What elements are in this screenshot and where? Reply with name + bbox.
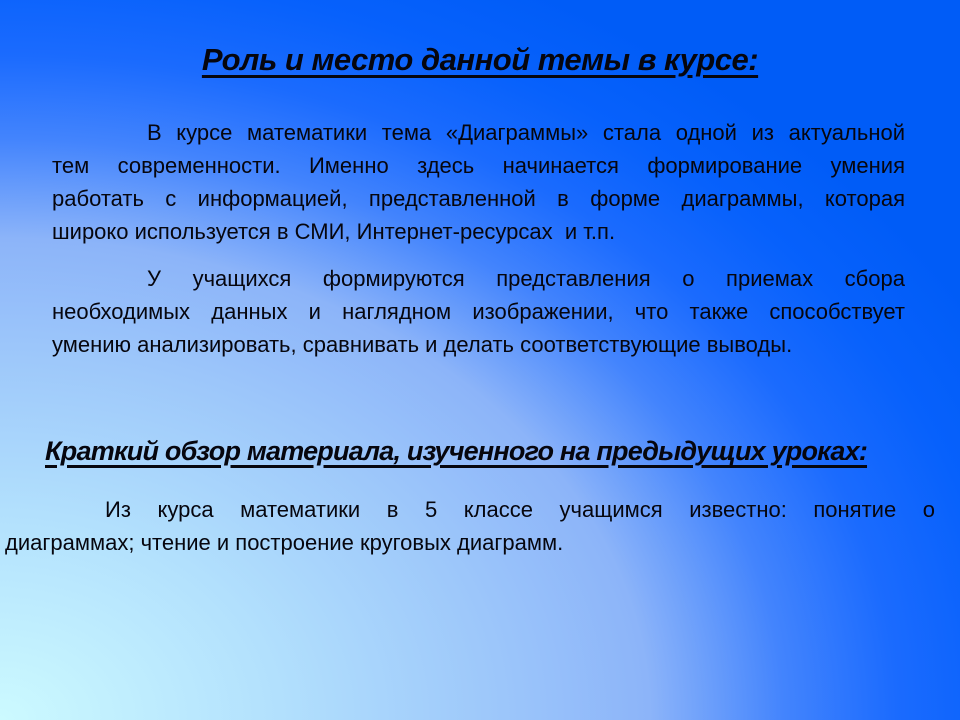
text-line: У учащихся формируются представления о приемах сбора	[147, 266, 905, 291]
text-line: В курсе математики тема «Диаграммы» стала одной из актуальной	[147, 120, 905, 145]
text-line: Из курса математики в 5 классе учащимся известно: понятие о	[105, 497, 935, 522]
paragraph-theme-role	[52, 116, 905, 248]
text-line: работать с информацией, представленной в форме диаграммы, которая	[52, 186, 905, 211]
section-heading-review: Краткий обзор материала, изученного на предыдущих уроках:	[45, 436, 868, 466]
slide-title: Роль и место данной темы в курсе:	[201, 42, 759, 77]
text-line: широко используется в СМИ, Интернет-ресурсах и т.п.	[52, 219, 616, 244]
text-line: тем современности. Именно здесь начинается формирование умения	[52, 153, 905, 178]
text-line: умению анализировать, сравнивать и делать соответствующие выводы.	[52, 332, 793, 357]
paragraph-students-skills	[52, 262, 905, 361]
text-line: необходимых данных и наглядном изображении, что также способствует	[52, 299, 905, 324]
paragraph-prior-knowledge	[5, 493, 935, 559]
text-line: диаграммах; чтение и построение круговых диаграмм.	[5, 530, 564, 555]
